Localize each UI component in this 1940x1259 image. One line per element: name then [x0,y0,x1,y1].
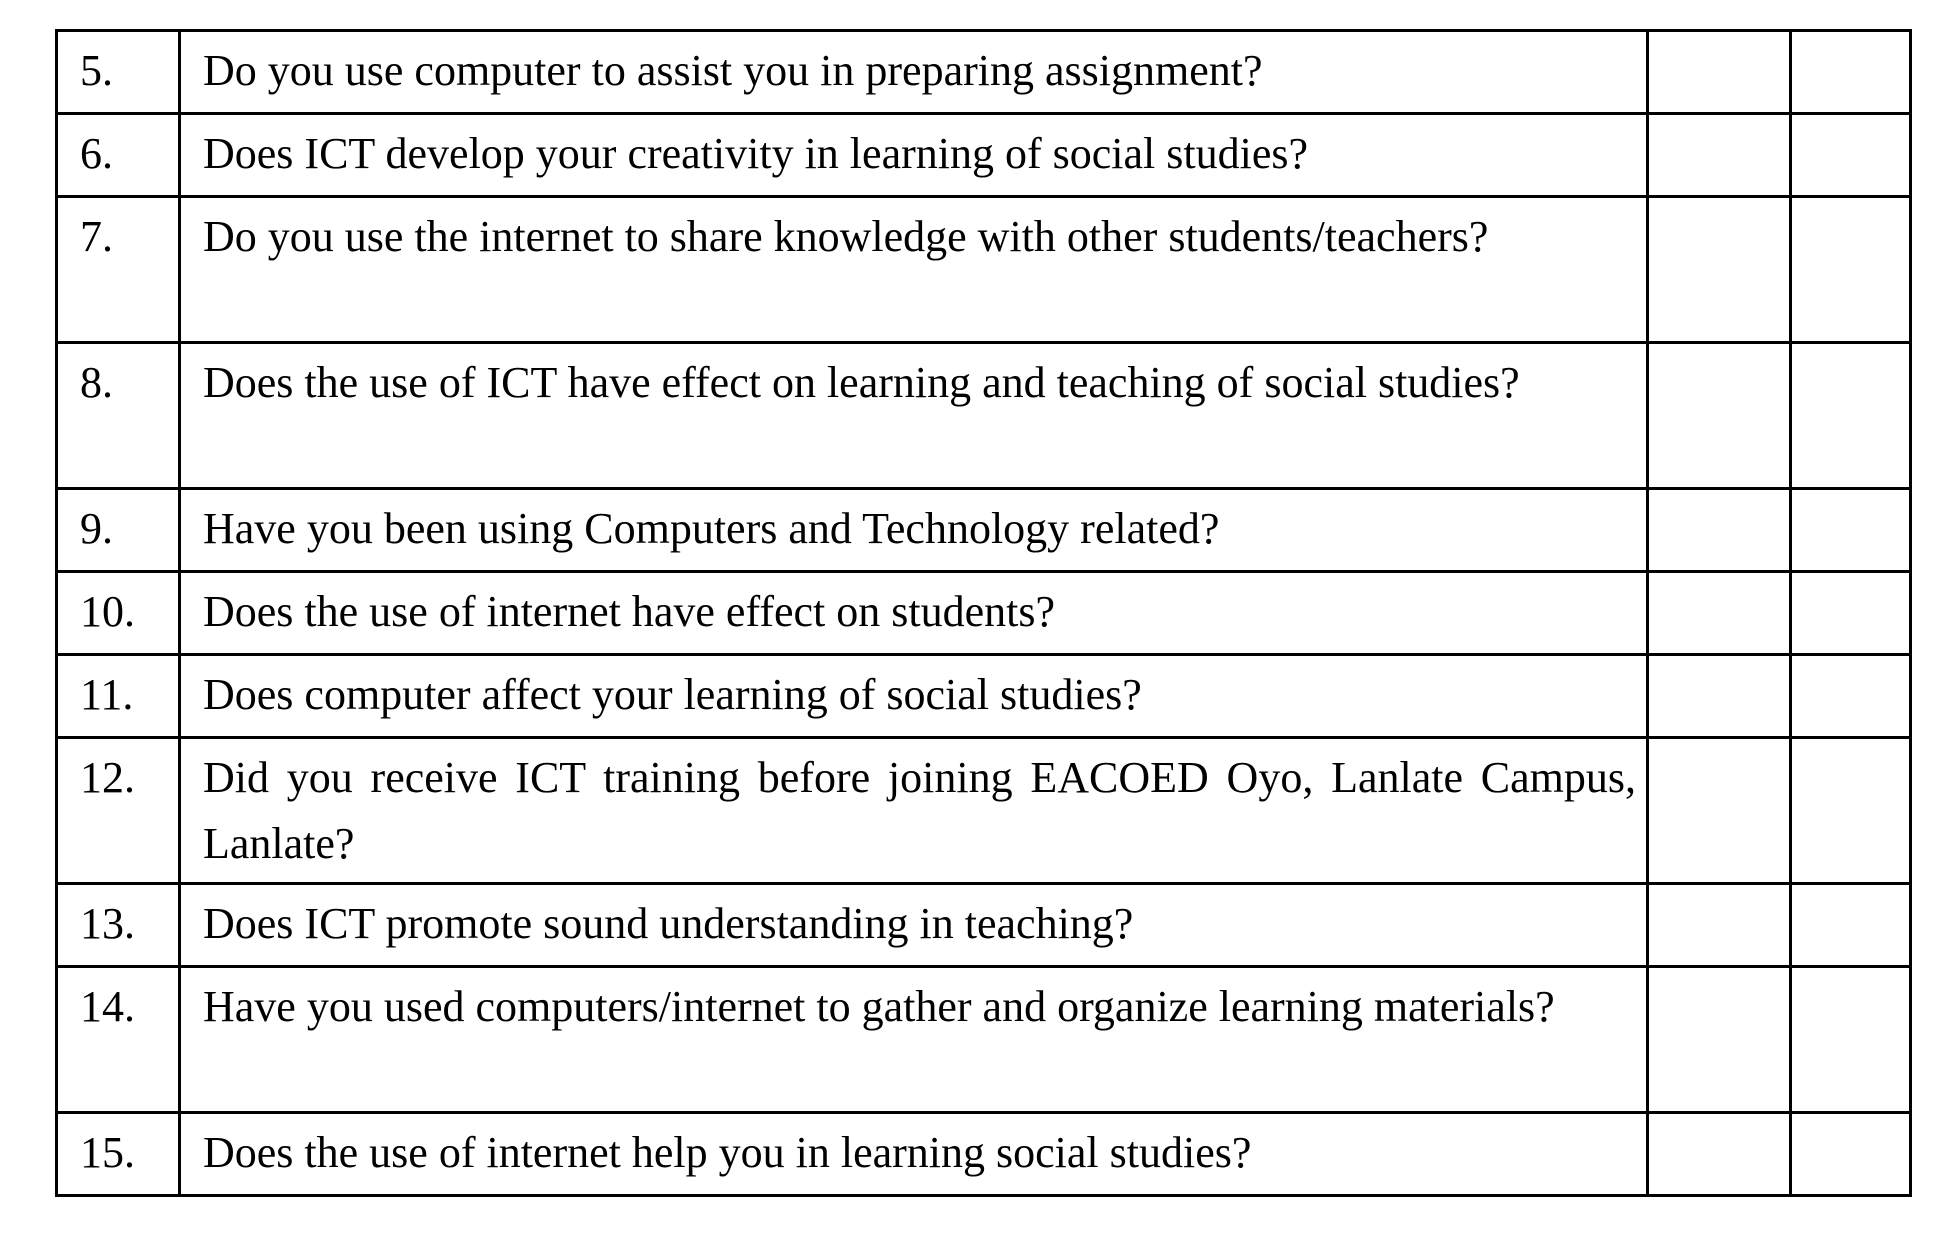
answer-cell-no[interactable] [1791,967,1911,1113]
table-row [57,738,1911,884]
question-text: Have you used computers/internet to gather and organize learning materials? [180,967,1648,1113]
answer-cell-no[interactable] [1791,655,1911,738]
answer-cell-no[interactable] [1791,31,1911,114]
answer-cell-yes[interactable] [1648,655,1791,738]
answer-cell-yes[interactable] [1648,967,1791,1113]
table-row [57,31,1911,114]
question-text: Does ICT promote sound understanding in teaching? [180,884,1648,967]
answer-cell-no[interactable] [1791,489,1911,572]
question-text: Do you use the internet to share knowledge with other students/teachers? [180,197,1648,343]
table-row [57,1113,1911,1196]
question-number: 7. [57,197,180,343]
answer-cell-yes[interactable] [1648,884,1791,967]
answer-cell-yes[interactable] [1648,343,1791,489]
table-row [57,343,1911,489]
table-row [57,967,1911,1113]
answer-cell-no[interactable] [1791,343,1911,489]
question-text: Do you use computer to assist you in preparing assignment? [180,31,1648,114]
questionnaire-table [55,29,1912,1197]
answer-cell-yes[interactable] [1648,31,1791,114]
answer-cell-yes[interactable] [1648,197,1791,343]
answer-cell-no[interactable] [1791,884,1911,967]
table-row [57,572,1911,655]
question-text: Does computer affect your learning of social studies? [180,655,1648,738]
answer-cell-yes[interactable] [1648,489,1791,572]
question-number: 15. [57,1113,180,1196]
table-row [57,114,1911,197]
question-number: 10. [57,572,180,655]
table-row [57,489,1911,572]
question-number: 5. [57,31,180,114]
answer-cell-no[interactable] [1791,114,1911,197]
answer-cell-no[interactable] [1791,738,1911,884]
answer-cell-no[interactable] [1791,197,1911,343]
question-text: Did you receive ICT training before joining EACOED Oyo, Lanlate Campus, Lanlate? [180,738,1648,884]
answer-cell-yes[interactable] [1648,738,1791,884]
question-text: Does ICT develop your creativity in learning of social studies? [180,114,1648,197]
question-number: 11. [57,655,180,738]
question-number: 14. [57,967,180,1113]
answer-cell-yes[interactable] [1648,114,1791,197]
question-number: 12. [57,738,180,884]
question-text: Does the use of internet have effect on students? [180,572,1648,655]
answer-cell-no[interactable] [1791,1113,1911,1196]
question-number: 13. [57,884,180,967]
question-text: Have you been using Computers and Technology related? [180,489,1648,572]
question-number: 8. [57,343,180,489]
question-text: Does the use of ICT have effect on learning and teaching of social studies? [180,343,1648,489]
answer-cell-yes[interactable] [1648,1113,1791,1196]
answer-cell-yes[interactable] [1648,572,1791,655]
answer-cell-no[interactable] [1791,572,1911,655]
question-text: Does the use of internet help you in learning social studies? [180,1113,1648,1196]
question-number: 9. [57,489,180,572]
table-row [57,197,1911,343]
table-row [57,655,1911,738]
question-number: 6. [57,114,180,197]
table-row [57,884,1911,967]
